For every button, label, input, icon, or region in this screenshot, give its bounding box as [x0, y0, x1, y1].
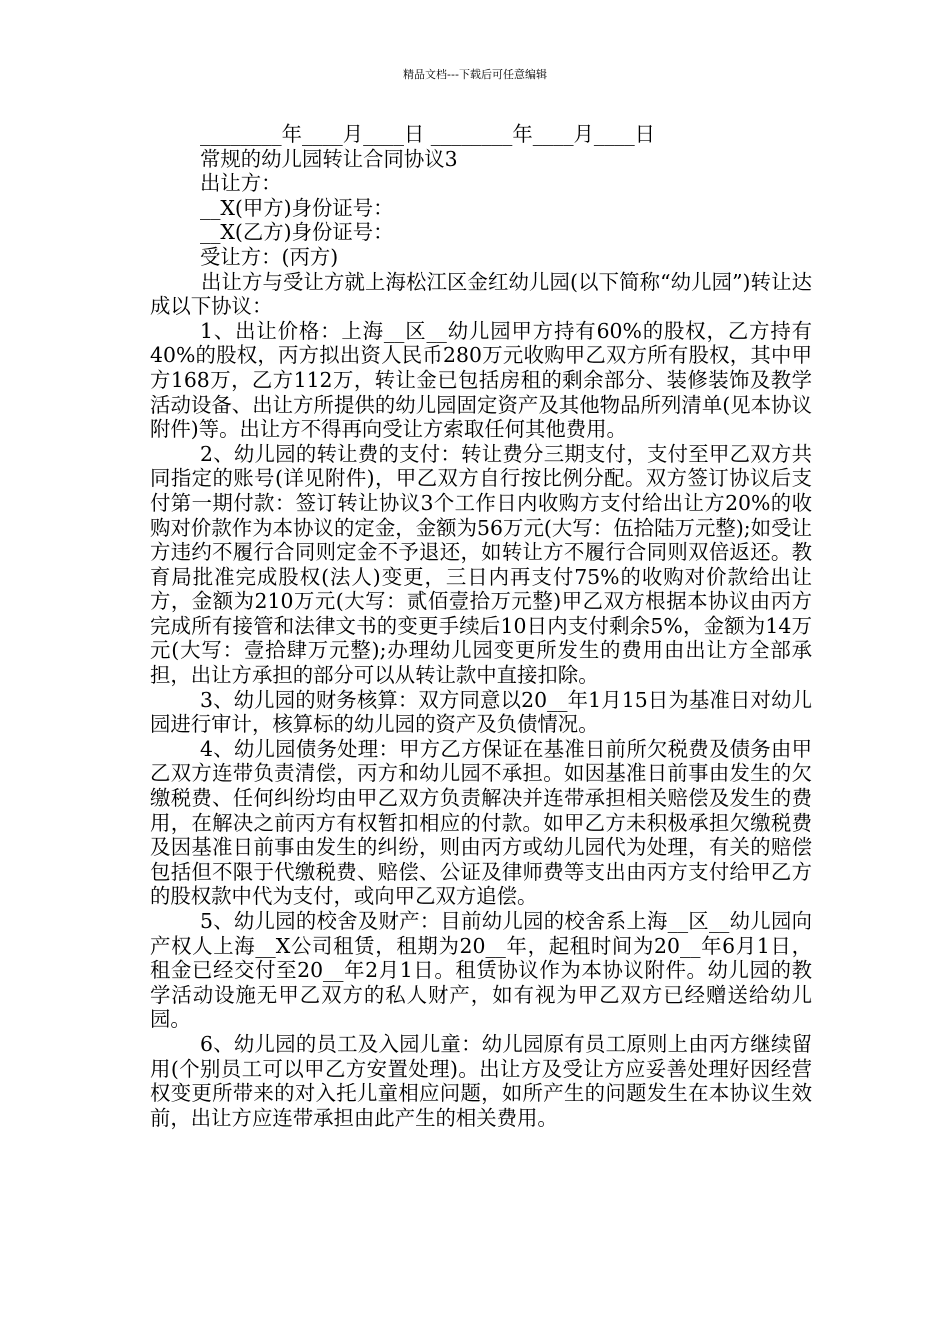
party-a-id: __X(甲方)身份证号： [200, 195, 394, 220]
clause-1: 1、出让价格：上海__区__幼儿园甲方持有60%的股权，乙方持有40%的股权，丙方拟出资人民币280万元收购甲乙双方所有股权，其中甲方168万，乙方112万，转让金已包括房租的剩余部分、装修装饰及教学活动设备、出让方所提供的幼儿园固定资产及其他物品所列清单(见本协议附件)等。出让方不得再向受让方索取任何其他费用。 [150, 318, 812, 442]
transferee-label: 受让方：(丙方) [200, 244, 339, 269]
transferor-label: 出让方： [200, 171, 282, 196]
clause-3: 3、幼儿园的财务核算：双方同意以20__年1月15日为基准日对幼儿园进行审计，核算标的幼儿园的资产及负债情况。 [150, 687, 812, 737]
clause-5: 5、幼儿园的校舍及财产：目前幼儿园的校舍系上海__区__幼儿园向产权人上海__X公司租赁，租期为20__年，起租时间为20__年6月1日，租金已经交付至20__年2月1日。租赁协议作为本协议附件。幼儿园的教学活动设施无甲乙双方的私人财产，如有视为甲乙双方已经赠送给幼儿园。 [150, 909, 812, 1032]
date-line: ________年____月____日 ________年____月____日 [200, 122, 656, 146]
document-title: 常规的幼儿园转让合同协议3 [200, 146, 458, 171]
document-body [150, 122, 812, 1130]
clause-6: 6、幼儿园的员工及入园儿童：幼儿园原有员工原则上由丙方继续留用(个别员工可以甲乙方安置处理)。出让方及受让方应妥善处理好因经营权变更所带来的对入托儿童相应问题，如所产生的问题发生在本协议生效前，出让方应连带承担由此产生的相关费用。 [150, 1031, 812, 1130]
party-b-id: __X(乙方)身份证号： [200, 220, 394, 245]
clause-4: 4、幼儿园债务处理：甲方乙方保证在基准日前所欠税费及债务由甲乙双方连带负责清偿，丙方和幼儿园不承担。如因基准日前事由发生的欠缴税费、任何纠纷均由甲乙双方负责解决并连带承担相关赔偿及发生的费用，在解决之前丙方有权暂扣相应的付款。如甲乙方未积极承担欠缴税费及因基准日前事由发生的纠纷，则由丙方或幼儿园代为处理，有关的赔偿包括但不限于代缴税费、赔偿、公证及律师费等支出由丙方支付给甲乙方的股权款中代为支付，或向甲乙双方追偿。 [150, 736, 812, 909]
clause-2: 2、幼儿园的转让费的支付：转让费分三期支付，支付至甲乙双方共同指定的账号(详见附件)，甲乙双方自行按比例分配。双方签订协议后支付第一期付款：签订转让协议3个工作日内收购方支付给出让方20%的收购对价款作为本协议的定金，金额为56万元(大写：伍拾陆万元整);如受让方违约不履行合同则定金不予退还，如转让方不履行合同则双倍返还。教育局批准完成股权(法人)变更，三日内再支付75%的收购对价款给出让方，金额为210万元(大写：贰佰壹拾万元整)甲乙双方根据本协议由丙方完成所有接管和法律文书的变更手续后10日内支付剩余5%，金额为14万元(大写：壹拾肆万元整);办理幼儿园变更所发生的费用由出让方全部承担，出让方承担的部分可以从转让款中直接扣除。 [150, 441, 812, 688]
intro-paragraph: 出让方与受让方就上海松江区金红幼儿园(以下简称“幼儿园”)转让达成以下协议： [150, 269, 812, 319]
header-note: 精品文档---下载后可任意编辑 [403, 68, 547, 81]
